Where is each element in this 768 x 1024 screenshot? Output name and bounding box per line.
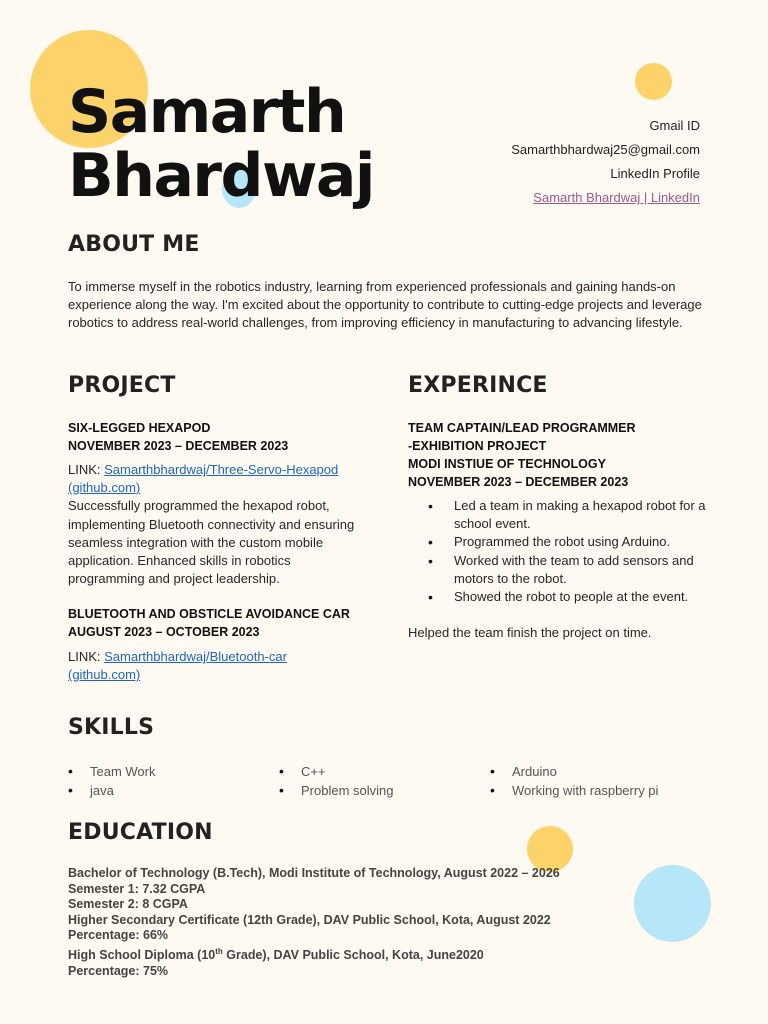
project-1-dates: NOVEMBER 2023 – DECEMBER 2023 [68, 439, 289, 453]
project-2-github-link[interactable]: Samarthbhardwaj/Bluetooth-car (github.com) [68, 649, 287, 683]
education-hsc-percentage: Percentage: 66% [68, 928, 169, 943]
education-high-school [68, 944, 560, 964]
experience-heading: EXPERINCE [408, 373, 548, 398]
education-degree: Bachelor of Technology (B.Tech), Modi Institute of Technology, August 2022 – 2026 [68, 866, 560, 880]
decor-circle-small-yellow-top [635, 63, 672, 100]
about-heading: ABOUT ME [68, 232, 200, 257]
project-1-header [68, 419, 288, 455]
experience-closing: Helped the team finish the project on time. [408, 625, 652, 640]
name-line-first: Samarth [68, 77, 346, 147]
experience-project: -EXHIBITION PROJECT [408, 439, 547, 453]
project-2-dates: AUGUST 2023 – OCTOBER 2023 [68, 625, 260, 639]
skills-column-1 [68, 762, 268, 800]
list-item: • Programmed the robot using Arduino. [408, 533, 708, 551]
skills-column-3 [490, 762, 690, 800]
skill-item: • C++ [279, 762, 479, 781]
decor-circle-blue-bottom [634, 865, 711, 942]
project-1-title: SIX-LEGGED HEXAPOD [68, 421, 211, 435]
project-2-header [68, 605, 350, 641]
experience-org: MODI INSTIUE OF TECHNOLOGY [408, 457, 606, 471]
skill-item: • java [68, 781, 268, 800]
project-1-github-link[interactable]: Samarthbhardwaj/Three-Servo-Hexapod (github.com) [68, 462, 339, 496]
applicant-name [68, 77, 374, 211]
education-semester-2: Semester 2: 8 CGPA [68, 897, 188, 912]
project-1-body [68, 461, 358, 588]
project-1-description: Successfully programmed the hexapod robot, implementing Bluetooth connectivity and ensuring seamless integration with the custom mobile application. Enhanced skills in robotics programming and project leadership. [68, 498, 355, 587]
experience-header [408, 419, 636, 491]
gmail-label: Gmail ID [649, 118, 700, 133]
linkedin-label: LinkedIn Profile [610, 166, 700, 181]
education-high-school-part2: Grade), DAV Public School, Kota, June2020 [222, 948, 484, 963]
email-address: Samarthbhardwaj25@gmail.com [511, 142, 700, 157]
education-hsc: Higher Secondary Certificate (12th Grade), DAV Public School, Kota, August 2022 [68, 912, 551, 927]
skill-item: • Working with raspberry pi [490, 781, 690, 800]
project-2-body [68, 648, 328, 684]
project-2-title: BLUETOOTH AND OBSTICLE AVOIDANCE CAR [68, 607, 350, 621]
education-semester-1: Semester 1: 7.32 CGPA [68, 881, 206, 896]
skills-heading: SKILLS [68, 715, 155, 740]
list-item: • Showed the robot to people at the event. [408, 588, 708, 606]
project-1-link-label: LINK: [68, 462, 105, 477]
skill-item: • Arduino [490, 762, 690, 781]
linkedin-link[interactable]: Samarth Bhardwaj | LinkedIn [533, 190, 700, 205]
project-2-link-label: LINK: [68, 649, 105, 664]
education-heading: EDUCATION [68, 820, 213, 845]
education-high-school-part1: High School Diploma (10 [68, 948, 216, 963]
education-high-school-sup: th [215, 946, 223, 956]
list-item: • Led a team in making a hexapod robot for a school event. [408, 497, 708, 533]
name-line-last: Bhardwaj [68, 141, 374, 211]
skill-item: • Problem solving [279, 781, 479, 800]
education-hs-percentage: Percentage: 75% [68, 963, 169, 978]
contact-block [511, 114, 700, 210]
experience-role: TEAM CAPTAIN/LEAD PROGRAMMER [408, 421, 636, 435]
experience-dates: NOVEMBER 2023 – DECEMBER 2023 [408, 475, 629, 489]
skills-column-2 [279, 762, 479, 800]
list-item: • Worked with the team to add sensors and motors to the robot. [408, 552, 708, 588]
skill-item: • Team Work [68, 762, 268, 781]
education-details [68, 866, 560, 979]
project-heading: PROJECT [68, 373, 176, 398]
experience-bullets [408, 497, 708, 606]
about-text: To immerse myself in the robotics industry, learning from experienced professionals and gaining hands-on experience along the way. I'm excited about the opportunity to contribute to cutting-edge projects and leverage robotics to address real-world challenges, from improving efficiency in manufacturing to advancing lifestyle. [68, 279, 702, 331]
